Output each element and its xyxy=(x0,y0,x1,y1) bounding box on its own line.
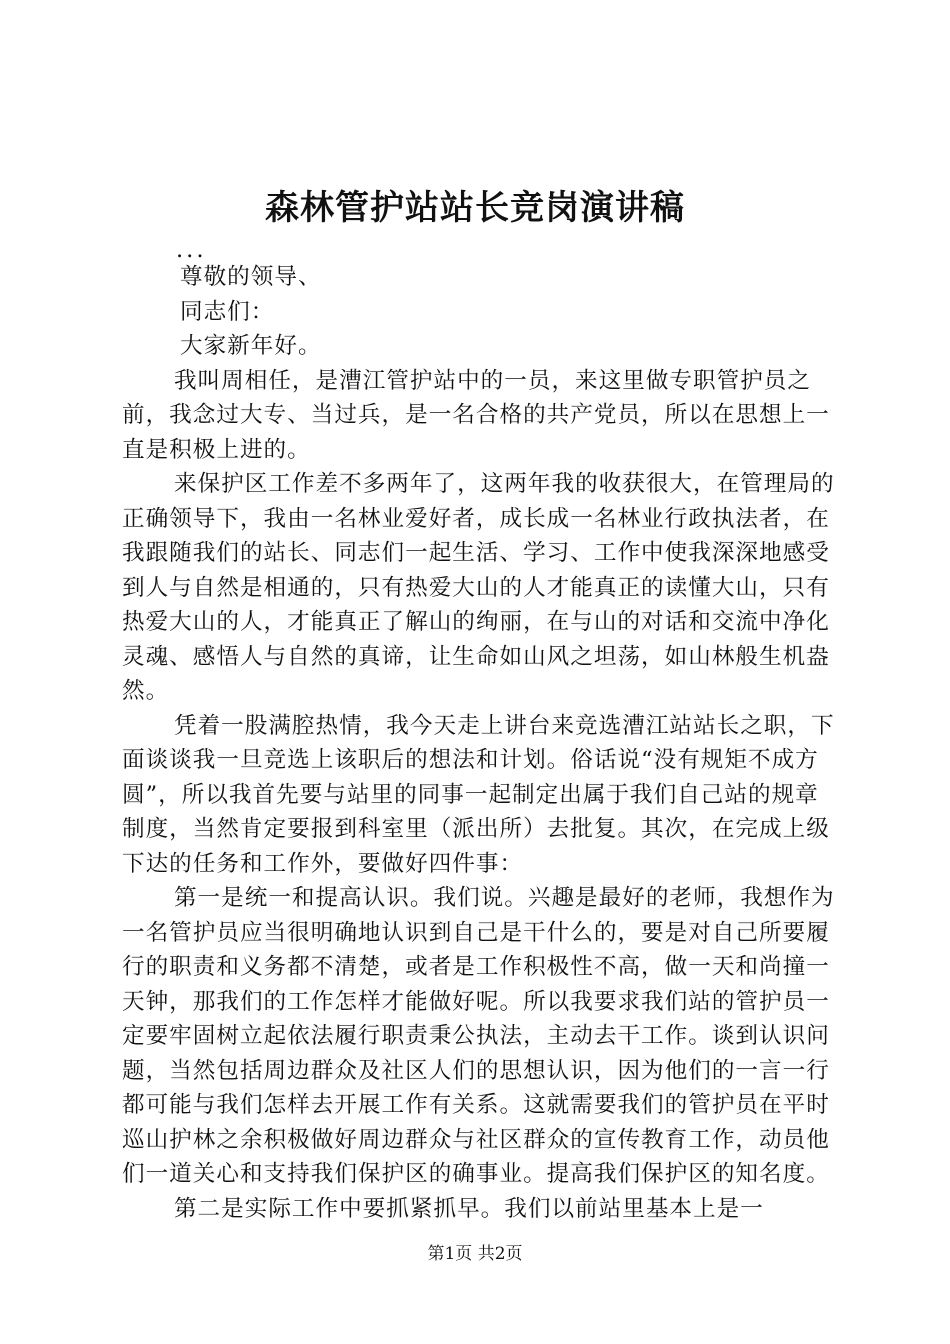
body-paragraph: 来保护区工作差不多两年了，这两年我的收获很大，在管理局的正确领导下，我由一名林业爱好者，成长成一名林业行政执法者，在我跟随我们的站长、同志们一起生活、学习、工作中使我深深地感受到人与自然是相通的，只有热爱大山的人才能真正的读懂大山，只有热爱大山的人，才能真正了解山的绚丽，在与山的对话和交流中净化灵魂、感悟人与自然的真谛，让生命如山风之坦荡，如山林般生机盎然。 xyxy=(122,471,835,704)
greeting-line: 大家新年好。 xyxy=(180,333,322,359)
body-paragraph: 第二是实际工作中要抓紧抓早。我们以前站里基本上是一 xyxy=(173,1195,764,1222)
greeting-line: 同志们： xyxy=(180,298,275,325)
greeting-line: 尊敬的领导、 xyxy=(180,264,322,290)
body-paragraph: 第一是统一和提高认识。我们说。兴趣是最好的老师，我想作为一名管护员应当很明确地认识到自己是干什么的，要是对自己所要履行的职责和义务都不清楚，或者是工作积极性不高，做一天和尚撞一天钟，那我们的工作怎样才能做好呢。所以我要求我们站的管护员一定要牢固树立起依法履行职责秉公执法，主动去干工作。谈到认识问题，当然包括周边群众及社区人们的思想认识，因为他们的一言一行都可能与我们怎样去开展工作有关系。这就需要我们的管护员在平时巡山护林之余积极做好周边群众与社区群众的宣传教育工作，动员他们一道关心和支持我们保护区的确事业。提高我们保护区的知名度。 xyxy=(122,885,835,1187)
page-footer: 第1页 共2页 xyxy=(427,1244,523,1264)
document-title: 森林管护站站长竞岗演讲稿 xyxy=(265,188,685,228)
body-paragraph: 凭着一股满腔热情，我今天走上讲台来竞选漕江站站长之职，下面谈谈我一旦竞选上该职后的想法和计划。俗话说“没有规矩不成方圆”，所以我首先要与站里的同事一起制定出属于我们自己站的规章制度，当然肯定要报到科室里（派出所）去批复。其次，在完成上级下达的任务和工作外，要做好四件事： xyxy=(122,712,835,877)
body-paragraph: 我叫周相任，是漕江管护站中的一员，来这里做专职管护员之前，我念过大专、当过兵，是一名合格的共产党员，所以在思想上一直是积极上进的。 xyxy=(122,367,830,463)
document-body xyxy=(122,237,836,1226)
ellipsis-line: ... xyxy=(176,237,207,263)
